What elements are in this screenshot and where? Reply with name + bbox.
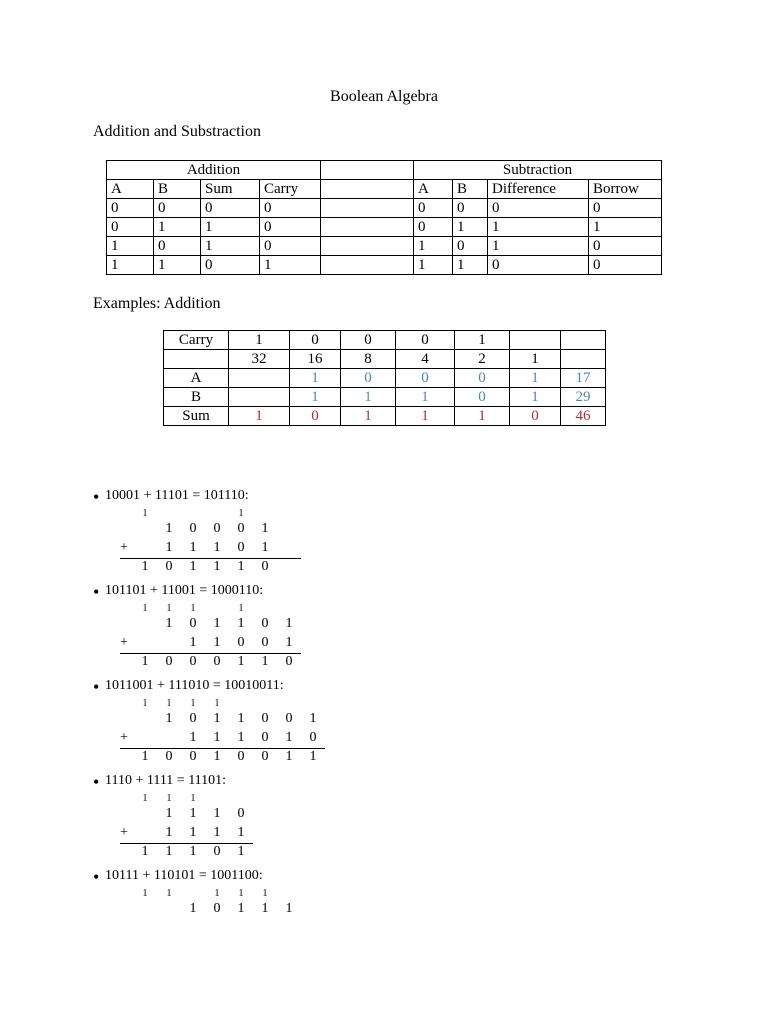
cell: 0: [414, 218, 453, 237]
cell: 1: [154, 256, 201, 275]
cell: 29: [561, 388, 606, 407]
cell: 0: [341, 331, 396, 350]
sum-digit: 1: [237, 844, 245, 859]
digit: 1: [261, 521, 269, 536]
cell: 1: [154, 218, 201, 237]
cell: 0: [396, 331, 455, 350]
digit: 1: [165, 825, 173, 840]
digit: 1: [285, 730, 293, 745]
digit: 0: [237, 806, 245, 821]
carry-digit: 1: [190, 698, 196, 709]
digit: 1: [213, 825, 221, 840]
digit: 1: [261, 540, 269, 555]
cell: 0: [290, 407, 341, 426]
sum-digit: 1: [141, 654, 149, 669]
sum-digit: 1: [213, 749, 221, 764]
digit: 0: [261, 635, 269, 650]
sum-digit: 0: [261, 749, 269, 764]
cell: 1: [510, 350, 561, 369]
digit: 1: [213, 711, 221, 726]
table-row: [107, 199, 662, 218]
cell: 1: [488, 237, 589, 256]
row-label: Carry: [164, 331, 229, 350]
sum-digit: 0: [165, 559, 173, 574]
section-heading: Addition and Substraction: [93, 123, 261, 140]
sum-digit: 1: [285, 749, 293, 764]
cell: 1: [229, 407, 290, 426]
sum-row: [164, 407, 606, 426]
digit: 1: [189, 540, 197, 555]
cell: 0: [589, 237, 662, 256]
digit: 0: [237, 635, 245, 650]
digit: 1: [165, 521, 173, 536]
carry-digit: 1: [142, 508, 148, 519]
spacer-cell: [321, 237, 414, 256]
cell: 0: [488, 199, 589, 218]
spacer-cell: [321, 218, 414, 237]
row-label: Sum: [164, 407, 229, 426]
cell: [510, 331, 561, 350]
sum-digit: 0: [165, 654, 173, 669]
bullet-icon: •: [93, 867, 100, 887]
col-header: B: [453, 180, 488, 199]
carry-digit: 1: [262, 888, 268, 899]
cell: 1: [396, 407, 455, 426]
sum-rule: [120, 748, 325, 749]
digit: 1: [189, 825, 197, 840]
sum-digit: 0: [285, 654, 293, 669]
digit: 1: [165, 540, 173, 555]
subtraction-header: Subtraction: [414, 161, 662, 180]
truth-table: [106, 160, 662, 275]
digit: 1: [213, 540, 221, 555]
sum-digit: 0: [261, 559, 269, 574]
digit: 1: [213, 635, 221, 650]
sum-digit: 1: [261, 654, 269, 669]
digit: 1: [237, 730, 245, 745]
cell: 1: [453, 256, 488, 275]
carry-digit: 1: [238, 508, 244, 519]
spacer-cell: [321, 161, 414, 180]
row-label: [164, 350, 229, 369]
digit: 1: [213, 616, 221, 631]
carry-digit: 1: [142, 603, 148, 614]
cell: 16: [290, 350, 341, 369]
cell: 1: [455, 407, 510, 426]
digit: 0: [189, 616, 197, 631]
cell: 8: [341, 350, 396, 369]
sum-digit: 1: [165, 844, 173, 859]
sum-digit: 1: [213, 559, 221, 574]
digit: 0: [261, 616, 269, 631]
cell: 32: [229, 350, 290, 369]
digit: 1: [285, 901, 293, 916]
cell: 1: [455, 331, 510, 350]
digit: 1: [213, 730, 221, 745]
digit: 1: [285, 616, 293, 631]
carry-digit: 1: [214, 698, 220, 709]
digit: 0: [237, 540, 245, 555]
digit: 0: [189, 711, 197, 726]
col-header: Difference: [488, 180, 589, 199]
bullet-icon: •: [93, 582, 100, 602]
example-label: 1011001 + 111010 = 10010011:: [105, 678, 284, 693]
digit: 1: [165, 711, 173, 726]
cell: 0: [453, 199, 488, 218]
table-row: [107, 256, 662, 275]
examples-heading: Examples: Addition: [93, 295, 221, 312]
cell: 0: [290, 331, 341, 350]
digit: 0: [309, 730, 317, 745]
cell: 1: [107, 256, 154, 275]
table-row: [107, 218, 662, 237]
digit: 0: [261, 730, 269, 745]
spacer-cell: [321, 180, 414, 199]
cell: 0: [455, 369, 510, 388]
example-table: [163, 330, 606, 426]
cell: 0: [341, 369, 396, 388]
example-label: 101101 + 11001 = 1000110:: [105, 583, 264, 598]
sum-digit: 1: [141, 844, 149, 859]
cell: 0: [154, 237, 201, 256]
cell: 1: [229, 331, 290, 350]
carry-digit: 1: [238, 603, 244, 614]
digit: 1: [189, 635, 197, 650]
a-row: [164, 369, 606, 388]
plus-sign: +: [120, 635, 128, 650]
digit: 0: [213, 901, 221, 916]
cell: 0: [201, 199, 260, 218]
spacer-cell: [321, 256, 414, 275]
cell: [229, 388, 290, 407]
cell: 1: [201, 237, 260, 256]
sum-digit: 0: [213, 844, 221, 859]
cell: 1: [510, 388, 561, 407]
digit: 0: [189, 521, 197, 536]
sum-rule: [120, 843, 253, 844]
digit: 1: [165, 806, 173, 821]
cell: 0: [488, 256, 589, 275]
cell: 0: [107, 199, 154, 218]
sum-digit: 1: [237, 654, 245, 669]
carry-digit: 1: [166, 793, 172, 804]
cell: 1: [414, 256, 453, 275]
addition-header: Addition: [107, 161, 321, 180]
example-label: 10111 + 110101 = 1001100:: [105, 868, 263, 883]
carry-digit: 1: [238, 888, 244, 899]
carry-digit: 1: [190, 793, 196, 804]
carry-digit: 1: [190, 603, 196, 614]
carry-digit: 1: [214, 888, 220, 899]
example-label: 10001 + 11101 = 101110:: [105, 488, 249, 503]
digit: 1: [213, 806, 221, 821]
carry-row: [164, 331, 606, 350]
cell: 1: [510, 369, 561, 388]
digit: 1: [261, 901, 269, 916]
carry-digit: 1: [166, 603, 172, 614]
cell: 1: [589, 218, 662, 237]
bullet-icon: •: [93, 772, 100, 792]
weights-row: [164, 350, 606, 369]
carry-digit: 1: [166, 698, 172, 709]
cell: [561, 331, 606, 350]
digit: 1: [237, 711, 245, 726]
sum-digit: 1: [309, 749, 317, 764]
cell: 0: [455, 388, 510, 407]
cell: 1: [290, 369, 341, 388]
col-header: Borrow: [589, 180, 662, 199]
digit: 1: [285, 635, 293, 650]
carry-digit: 1: [142, 698, 148, 709]
sum-digit: 0: [189, 654, 197, 669]
sum-rule: [120, 558, 301, 559]
bullet-icon: •: [93, 677, 100, 697]
digit: 1: [165, 616, 173, 631]
sum-digit: 1: [189, 559, 197, 574]
digit: 1: [189, 901, 197, 916]
sum-digit: 0: [189, 749, 197, 764]
cell: 0: [510, 407, 561, 426]
bullet-icon: •: [93, 487, 100, 507]
col-header: A: [107, 180, 154, 199]
digit: 0: [237, 521, 245, 536]
cell: 0: [396, 369, 455, 388]
plus-sign: +: [120, 825, 128, 840]
plus-sign: +: [120, 730, 128, 745]
cell: 0: [453, 237, 488, 256]
carry-digit: 1: [142, 888, 148, 899]
cell: 1: [107, 237, 154, 256]
cell: 46: [561, 407, 606, 426]
carry-digit: 1: [142, 793, 148, 804]
example-label: 1110 + 1111 = 11101:: [105, 773, 227, 788]
cell: 1: [414, 237, 453, 256]
cell: 4: [396, 350, 455, 369]
sum-digit: 1: [141, 749, 149, 764]
cell: 1: [396, 388, 455, 407]
sum-digit: 0: [213, 654, 221, 669]
cell: 0: [260, 218, 321, 237]
digit: 0: [213, 521, 221, 536]
cell: 0: [260, 237, 321, 256]
b-row: [164, 388, 606, 407]
cell: 1: [341, 388, 396, 407]
spacer-cell: [321, 199, 414, 218]
digit: 1: [237, 901, 245, 916]
plus-sign: +: [120, 540, 128, 555]
col-header: Sum: [201, 180, 260, 199]
col-header: Carry: [260, 180, 321, 199]
cell: 0: [414, 199, 453, 218]
sum-digit: 0: [237, 749, 245, 764]
cell: 0: [107, 218, 154, 237]
digit: 1: [237, 616, 245, 631]
cell: 17: [561, 369, 606, 388]
cell: 0: [201, 256, 260, 275]
cell: 1: [453, 218, 488, 237]
digit: 1: [309, 711, 317, 726]
digit: 1: [237, 825, 245, 840]
table-row: [107, 237, 662, 256]
cell: [229, 369, 290, 388]
cell: 1: [341, 407, 396, 426]
cell: 0: [154, 199, 201, 218]
digit: 0: [261, 711, 269, 726]
digit: 0: [285, 711, 293, 726]
cell: 0: [260, 199, 321, 218]
col-header: B: [154, 180, 201, 199]
row-label: A: [164, 369, 229, 388]
cell: 0: [589, 256, 662, 275]
page-title: Boolean Algebra: [330, 88, 438, 105]
cell: 1: [290, 388, 341, 407]
cell: 0: [589, 199, 662, 218]
cell: 1: [260, 256, 321, 275]
sum-digit: 1: [237, 559, 245, 574]
row-label: B: [164, 388, 229, 407]
col-header: A: [414, 180, 453, 199]
cell: 2: [455, 350, 510, 369]
digit: 1: [189, 806, 197, 821]
sum-digit: 1: [189, 844, 197, 859]
cell: [561, 350, 606, 369]
sum-rule: [120, 653, 301, 654]
carry-digit: 1: [166, 888, 172, 899]
cell: 1: [201, 218, 260, 237]
sum-digit: 0: [165, 749, 173, 764]
sum-digit: 1: [141, 559, 149, 574]
digit: 1: [189, 730, 197, 745]
cell: 1: [488, 218, 589, 237]
